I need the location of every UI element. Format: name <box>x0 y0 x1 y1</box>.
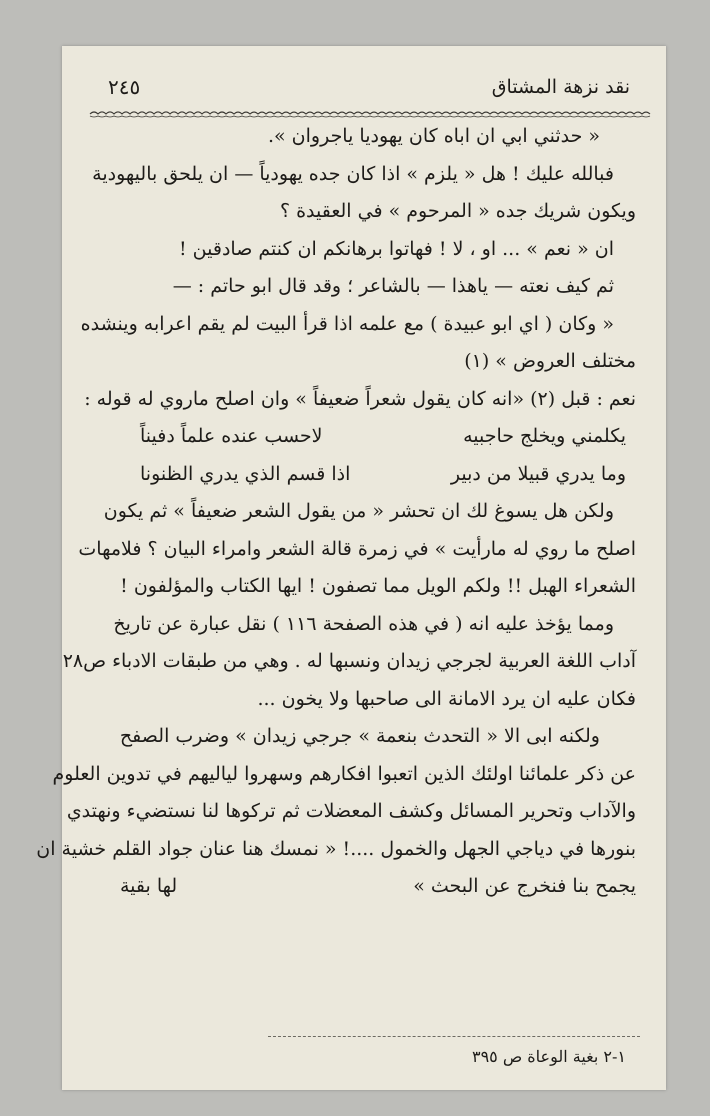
text-line: اصلح ما روي له مارأيت » في زمرة قالة الشعر وامراء البيان ؟ فلامهات <box>78 537 636 560</box>
page-header <box>108 70 630 104</box>
book-page <box>36 46 666 1090</box>
text-line: ومما يؤخذ عليه انه ( في هذه الصفحة ١١٦ ) نقل عبارة عن تاريخ <box>113 612 614 635</box>
verse-first-hemistich: وما يدري قبيلا من دبير <box>450 462 626 485</box>
text-line: « حدثني ابي ان اباه كان يهوديا ياجروان ». <box>267 125 600 147</box>
text-line: والآداب وتحرير المسائل وكشف المعضلات ثم تركوها لنا نستضيء ونهتدي <box>66 800 636 822</box>
running-title: نقد نزهة المشتاق <box>491 76 630 98</box>
verse-first-hemistich: يكلمني ويخلج حاجبيه <box>463 425 626 447</box>
text-line: ولكن هل يسوغ لك ان تحشر « من يقول الشعر ضعيفاً » ثم يكون <box>103 500 614 522</box>
footnote: ١-٢ بغية الوعاة ص ٣٩٥ <box>471 1047 626 1066</box>
text-line: ان « نعم » ... او ، لا ! فهاتوا برهانكم ان كنتم صادقين ! <box>178 237 614 260</box>
verse-line <box>110 456 636 494</box>
page-number: ٢٤٥ <box>108 75 141 99</box>
text-line <box>110 868 636 906</box>
footnote-divider <box>268 1036 640 1037</box>
text-line: فبالله عليك ! هل « يلزم » اذا كان جده يهودياً — ان يلحق باليهودية <box>92 162 614 185</box>
text-line: عن ذكر علمائنا اولئك الذين اتعبوا افكارهم وسهروا لياليهم في تدوين العلوم <box>52 762 636 785</box>
text-line: بنورها في دياجي الجهل والخمول ....! « نمسك هنا عنان جواد القلم خشية ان <box>36 837 636 860</box>
text-line: ولكنه ابى الا « التحدث بنعمة » جرجي زيدان » وضرب الصفح <box>119 725 600 747</box>
text-line: آداب اللغة العربية لجرجي زيدان ونسبها له . وهي من طبقات الادباء ص٢٨ <box>62 650 636 672</box>
verse-second-hemistich: اذا قسم الذي يدري الظنونا <box>140 462 351 485</box>
continuation-note: لها بقية <box>120 875 178 897</box>
text-line: نعم : قبل (٢) «انه كان يقول شعراً ضعيفاً » وان اصلح ماروي له قوله : <box>84 387 636 410</box>
text-line: الشعراء الهبل !! ولكم الويل مما تصفون ! ايها الكتاب والمؤلفون ! <box>120 575 636 597</box>
text-line: ويكون شريك جده « المرحوم » في العقيدة ؟ <box>279 200 636 222</box>
verse-line <box>110 418 636 456</box>
text-line: ثم كيف نعته — ياهذا — بالشاعر ؛ وقد قال ابو حاتم : — <box>172 275 614 297</box>
text-line: فكان عليه ان يرد الامانة الى صاحبها ولا يخون ... <box>257 687 636 710</box>
text-line: مختلف العروض » (١) <box>464 350 636 372</box>
header-wavy-rule <box>106 104 650 114</box>
main-text <box>36 118 636 906</box>
text-line: « وكان ( اي ابو عبيدة ) مع علمه اذا قرأ البيت لم يقم اعرابه وينشده <box>80 312 614 335</box>
verse-second-hemistich: لاحسب عنده علماً دفيناً <box>140 425 323 447</box>
last-line-text: يجمح بنا فنخرج عن البحث » <box>413 875 636 897</box>
